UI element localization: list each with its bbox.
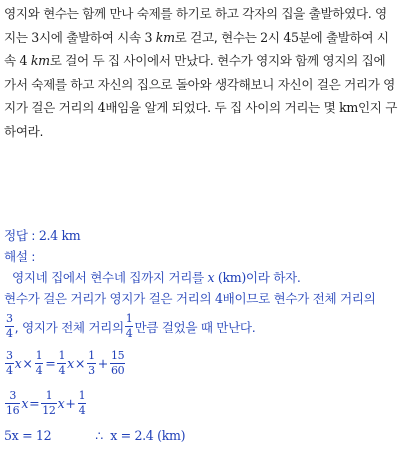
fraction-3-16: $\frac{3}{16}$: [6, 388, 20, 417]
explanation-text: 영지네 집에서 현수네 집까지 거리를: [12, 270, 208, 285]
fraction-1-4: $\frac{1}{4}$: [78, 388, 86, 417]
problem-part: 시: [267, 29, 284, 45]
unit-km: km: [155, 29, 175, 45]
start-minute-hyeonsu: 45: [283, 29, 299, 45]
explanation-text: 이라 하자.: [245, 270, 301, 285]
explanation-text: 배이므로 현수가 전체 거리의: [222, 291, 376, 306]
unit-km: (km): [214, 270, 246, 285]
equals-sign: =: [29, 395, 40, 411]
start-hour-yeongji: 3: [31, 29, 39, 45]
problem-text: [4, 2, 398, 143]
speed-hyeonsu: 4: [19, 53, 28, 68]
unit-km: km: [339, 100, 358, 115]
fraction-15-60: $\frac{15}{60}$: [110, 348, 125, 377]
fraction-3-4: $\frac{3}{4}$: [6, 348, 13, 377]
plus-sign: +: [97, 355, 108, 371]
start-hour-hyeonsu: 2: [260, 29, 268, 45]
fraction-1-4: $\frac{1}{4}$: [35, 348, 43, 377]
solution: [4, 225, 398, 446]
speed-yeongji: 3: [144, 29, 153, 45]
explanation-text: 현수가 걸은 거리가 영지가 걸은 거리의: [4, 291, 215, 306]
plus-sign: +: [65, 395, 76, 411]
variable-x: x: [21, 395, 29, 411]
equation-2: [4, 383, 398, 423]
unit-km: km: [30, 53, 50, 68]
explanation-title: 해설 :: [4, 249, 36, 264]
answer-line: [4, 225, 398, 246]
variable-x: x: [207, 270, 215, 285]
therefore-sign: ∴: [95, 428, 103, 443]
explanation-text: , 영지가 전체 거리의: [14, 319, 124, 335]
problem-part: 로 걷고, 현수는: [174, 29, 261, 45]
answer-label: 정답 :: [4, 228, 36, 243]
final-equation: 5x = 12: [4, 428, 52, 443]
problem-part: 인지 구하여라.: [4, 100, 398, 139]
equation-1: [4, 343, 398, 383]
explanation-text: 만큼 걸었을 때 만난다.: [134, 319, 256, 335]
fraction-1-12: $\frac{1}{12}$: [42, 388, 56, 417]
times-sign: ×: [22, 355, 33, 371]
ratio-number: 4: [97, 100, 106, 115]
answer-value: 2.4 km: [38, 228, 81, 243]
problem-part: 분에 출발하여 시속: [4, 29, 389, 68]
variable-x: x: [67, 355, 74, 371]
explanation-line-3: [4, 309, 398, 343]
problem-part: 배임을 알게 되었다. 두 집 사이의 거리는 몇: [105, 100, 340, 115]
ratio-number: 4: [214, 291, 223, 306]
variable-x: x: [14, 355, 22, 371]
explanation-line-1: [4, 267, 398, 288]
explanation-line-2: [4, 288, 398, 309]
equation-final: [4, 425, 398, 446]
equals-sign: =: [45, 355, 56, 371]
explanation-label: [4, 246, 398, 267]
fraction-1-4: $\frac{1}{4}$: [58, 348, 66, 377]
fraction-1-3: $\frac{1}{3}$: [88, 348, 95, 377]
fraction-3-4: $\frac{3}{4}$: [6, 311, 13, 340]
variable-x: x: [57, 395, 65, 411]
problem-part: 시에 출발하여 시속: [38, 29, 145, 45]
fraction-1-4: $\frac{1}{4}$: [125, 311, 133, 340]
problem-part: 로 걸어 두 집 사이에서 만났다. 현수가 영지와 함께 영지의 집에 가서 숙제를 하고 자신의 집으로 돌아와 생각해보니 자신이 걸은 거리가 영지가 걸은 거리의: [4, 53, 395, 115]
final-answer: x = 2.4 (km): [110, 428, 186, 443]
problem-part: 영지와 현수는 함께 만나 숙제를 하기로 하고 각자의 집을 출발하였다. 영지는: [4, 6, 387, 45]
times-sign: ×: [74, 355, 86, 371]
